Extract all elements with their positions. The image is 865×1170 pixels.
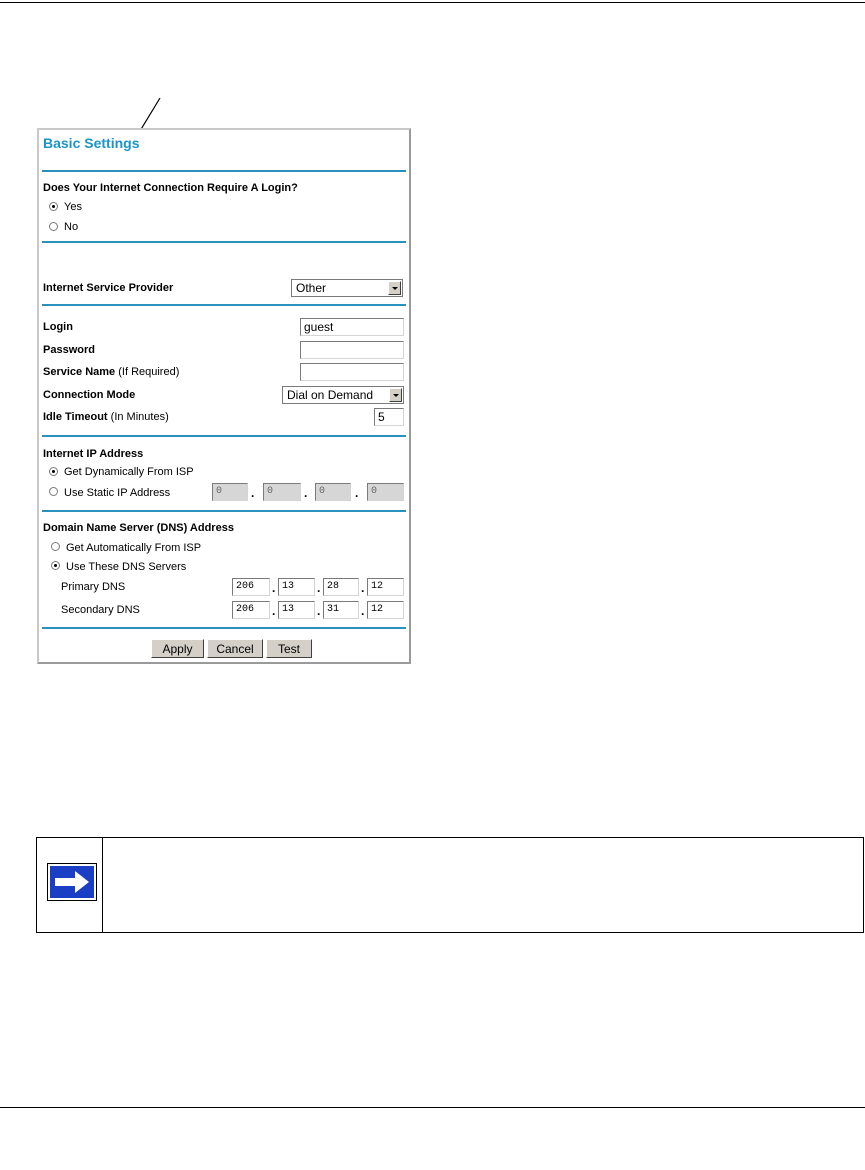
login-no-radio[interactable]: [49, 222, 58, 231]
isp-select[interactable]: [291, 279, 403, 297]
primary-dns-label: Primary DNS: [61, 581, 126, 593]
note-divider: [102, 838, 103, 932]
separator: [42, 627, 406, 629]
login-no-label: No: [64, 221, 79, 233]
separator: [42, 510, 406, 512]
primary-dns-octet-3[interactable]: 28: [323, 578, 359, 596]
static-ip-octet-1[interactable]: 0: [212, 483, 248, 501]
service-name-label-text: Service Name: [43, 366, 116, 378]
secondary-dns-octet-3[interactable]: 31: [323, 601, 359, 619]
primary-dns-octet-1[interactable]: 206: [232, 578, 270, 596]
service-name-suffix: (If Required): [118, 366, 180, 378]
ip-dot: .: [251, 486, 255, 500]
login-label: Login: [43, 321, 73, 333]
ip-dynamic-radio[interactable]: [49, 467, 58, 476]
idle-timeout-input[interactable]: 5: [374, 408, 404, 426]
service-name-input[interactable]: [300, 363, 404, 381]
ip-dot: .: [361, 581, 365, 595]
secondary-dns-octet-4[interactable]: 12: [367, 601, 404, 619]
secondary-dns-octet-1[interactable]: 206: [232, 601, 270, 619]
ip-dot: .: [355, 486, 359, 500]
isp-select-value: Other: [296, 281, 327, 295]
dns-auto-radio[interactable]: [51, 542, 60, 551]
dns-manual-radio[interactable]: [51, 561, 60, 570]
ip-static-radio[interactable]: [49, 487, 58, 496]
page-bottom-rule: [0, 1107, 865, 1108]
connection-mode-value: Dial on Demand: [287, 388, 374, 402]
dns-manual-label: Use These DNS Servers: [66, 561, 187, 573]
dns-auto-label: Get Automatically From ISP: [66, 542, 202, 554]
basic-settings-panel: [37, 128, 411, 664]
right-arrow-icon: [47, 863, 97, 901]
ip-dot: .: [272, 604, 276, 618]
static-ip-octet-3[interactable]: 0: [315, 483, 351, 501]
static-ip-octet-2[interactable]: 0: [263, 483, 301, 501]
chevron-down-icon[interactable]: [389, 388, 402, 402]
separator: [42, 241, 406, 243]
apply-button[interactable]: Apply: [151, 639, 204, 658]
note-box: [36, 837, 864, 933]
connection-mode-label: Connection Mode: [43, 389, 136, 401]
panel-title: Basic Settings: [43, 135, 140, 151]
service-name-label: [43, 366, 179, 378]
password-label: Password: [43, 344, 95, 356]
chevron-down-icon[interactable]: [388, 281, 401, 295]
secondary-dns-octet-2[interactable]: 13: [278, 601, 315, 619]
primary-dns-octet-4[interactable]: 12: [367, 578, 404, 596]
secondary-dns-label: Secondary DNS: [61, 604, 140, 616]
isp-label: Internet Service Provider: [43, 282, 174, 294]
password-input[interactable]: [300, 341, 404, 359]
primary-dns-octet-2[interactable]: 13: [278, 578, 315, 596]
ip-static-label: Use Static IP Address: [64, 487, 171, 499]
separator: [42, 170, 406, 172]
idle-timeout-suffix: (In Minutes): [110, 411, 169, 423]
login-input[interactable]: guest: [300, 318, 404, 336]
ip-dot: .: [304, 486, 308, 500]
cancel-button[interactable]: Cancel: [207, 639, 263, 658]
test-button[interactable]: Test: [266, 639, 312, 658]
ip-dot: .: [272, 581, 276, 595]
login-yes-label: Yes: [64, 201, 82, 213]
dns-section-label: Domain Name Server (DNS) Address: [43, 522, 234, 534]
login-yes-radio[interactable]: [49, 202, 58, 211]
ip-dynamic-label: Get Dynamically From ISP: [64, 466, 194, 478]
ip-dot: .: [317, 604, 321, 618]
ip-dot: .: [317, 581, 321, 595]
login-question: Does Your Internet Connection Require A Login?: [43, 182, 298, 194]
idle-timeout-label-text: Idle Timeout: [43, 411, 108, 423]
static-ip-octet-4[interactable]: 0: [367, 483, 404, 501]
ip-dot: .: [361, 604, 365, 618]
idle-timeout-label: [43, 411, 169, 423]
separator: [42, 435, 406, 437]
connection-mode-select[interactable]: [282, 386, 404, 404]
ip-section-label: Internet IP Address: [43, 448, 144, 460]
separator: [42, 304, 406, 306]
